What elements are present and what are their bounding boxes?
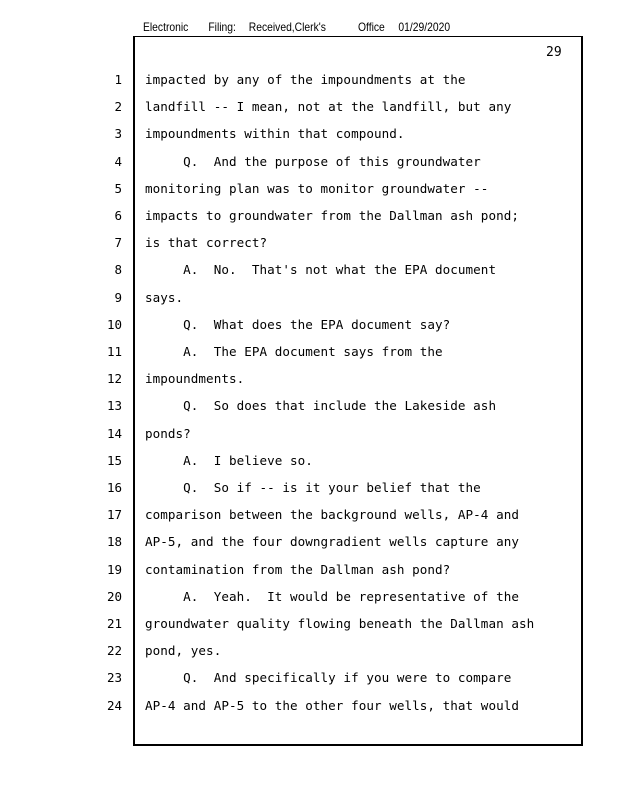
line-text: impacted by any of the impoundments at the <box>145 72 466 87</box>
line-number: 8 <box>114 262 122 278</box>
line-number: 17 <box>106 507 122 523</box>
line-text: A. The EPA document says from the <box>145 344 443 359</box>
header-date: 01/29/2020 <box>398 20 451 34</box>
line-number: 16 <box>106 480 122 495</box>
line-number: 4 <box>114 153 122 169</box>
line-text: A. No. That's not what the EPA document <box>145 262 497 278</box>
line-text: says. <box>145 289 184 305</box>
header-received: Received,Clerk's <box>248 20 326 34</box>
line-number: 21 <box>106 616 122 631</box>
line-number: 20 <box>106 588 122 604</box>
line-number: 13 <box>106 398 122 414</box>
line-text: impoundments within that compound. <box>145 126 405 142</box>
line-text: AP-5, and the four downgradient wells capture any <box>145 534 519 550</box>
header-filing: Filing: <box>208 20 236 34</box>
line-number: 12 <box>106 371 122 387</box>
header-office: Office <box>358 20 385 34</box>
line-text: A. I believe so. <box>145 452 313 468</box>
line-number: 3 <box>114 126 122 142</box>
line-text: Q. And the purpose of this groundwater <box>145 153 481 169</box>
transcript-page-frame <box>133 36 583 746</box>
line-text: pond, yes. <box>145 643 222 659</box>
line-text: landfill -- I mean, not at the landfill, but any <box>145 99 512 115</box>
line-number: 22 <box>106 643 122 659</box>
line-text: monitoring plan was to monitor groundwater -- <box>145 180 489 196</box>
line-number: 2 <box>114 99 122 115</box>
line-text: A. Yeah. It would be representative of the <box>145 588 519 604</box>
line-text: ponds? <box>145 425 191 441</box>
left-margin-rule <box>133 36 135 745</box>
line-number: 11 <box>106 344 122 359</box>
line-number: 5 <box>114 180 122 196</box>
line-number: 23 <box>106 670 122 686</box>
line-number: 19 <box>106 561 122 577</box>
line-text: Q. So does that include the Lakeside ash <box>145 398 497 414</box>
line-text: contamination from the Dallman ash pond? <box>145 561 451 577</box>
line-number: 7 <box>114 235 122 251</box>
line-text: comparison between the background wells, AP-4 and <box>145 507 519 523</box>
line-number: 24 <box>106 697 122 713</box>
line-number: 15 <box>106 452 122 468</box>
page-number: 29 <box>546 45 562 60</box>
line-text: is that correct? <box>145 235 268 251</box>
line-text: Q. And specifically if you were to compare <box>145 670 512 686</box>
line-number: 9 <box>114 289 122 305</box>
line-text: Q. What does the EPA document say? <box>145 316 451 332</box>
line-number: 6 <box>114 208 122 223</box>
line-text: Q. So if -- is it your belief that the <box>145 480 481 495</box>
line-text: groundwater quality flowing beneath the Dallman ash <box>145 616 535 631</box>
line-number: 18 <box>106 534 122 550</box>
header-electronic: Electronic <box>143 20 189 34</box>
line-number: 14 <box>106 425 122 441</box>
line-text: impacts to groundwater from the Dallman ash pond; <box>145 208 519 223</box>
line-text: AP-4 and AP-5 to the other four wells, that would <box>145 697 519 713</box>
line-text: impoundments. <box>145 371 245 387</box>
line-number: 1 <box>114 72 122 87</box>
line-number: 10 <box>106 316 122 332</box>
